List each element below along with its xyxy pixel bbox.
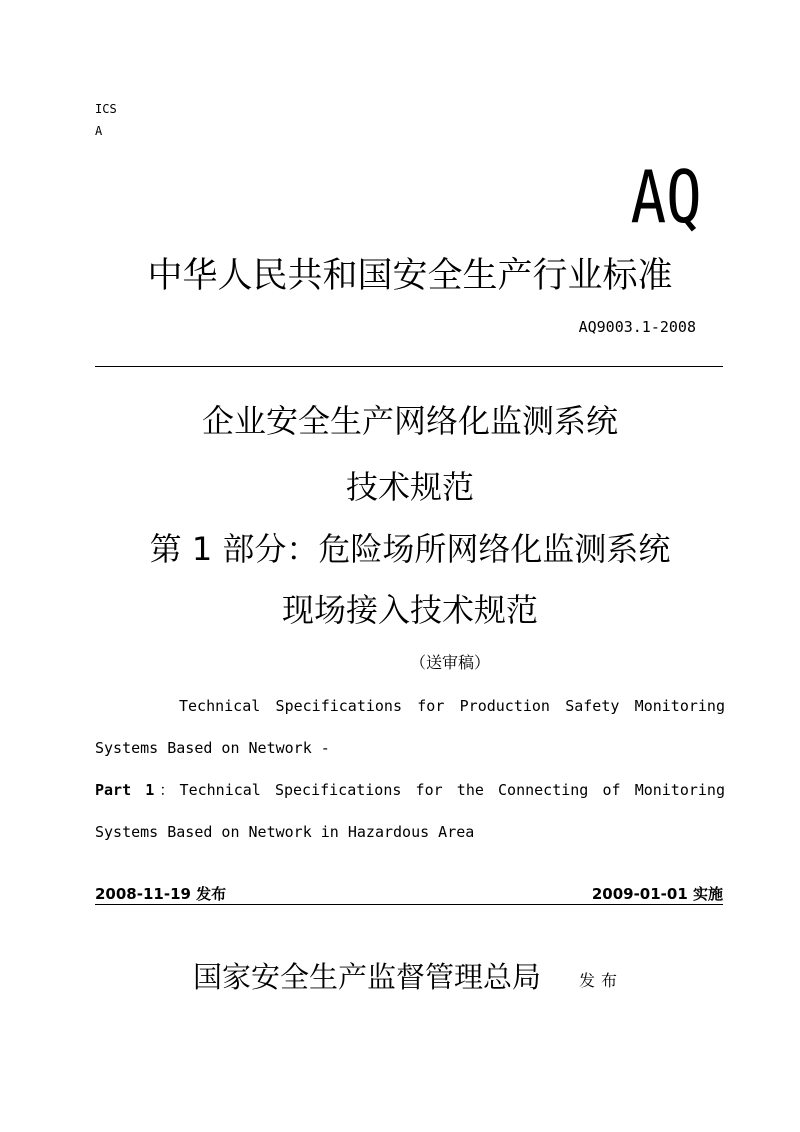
effective-date: 2009-01-01 实施 bbox=[591, 885, 723, 903]
ics-label: ICS bbox=[95, 102, 117, 116]
english-title-line-3-rest: ：Technical Specifications for the Connecting of Monitoring bbox=[154, 781, 725, 799]
english-title-line-4: Systems Based on Network in Hazardous Area bbox=[95, 823, 475, 841]
title-line-3: 第 1 部分：危险场所网络化监测系统 bbox=[149, 530, 671, 568]
ccs-label: A bbox=[95, 124, 103, 138]
draft-note: （送审稿） bbox=[409, 653, 490, 672]
standard-number: AQ9003.1-2008 bbox=[578, 318, 696, 336]
header-divider bbox=[95, 366, 723, 367]
standard-category: 中华人民共和国安全生产行业标准 bbox=[147, 256, 673, 296]
english-title-line-1: Technical Specifications for Production Safety Monitoring bbox=[179, 697, 725, 715]
title-line-4: 现场接入技术规范 bbox=[281, 591, 538, 629]
ics-ccs-block bbox=[95, 98, 117, 142]
issuing-authority: 国家安全生产监督管理总局 bbox=[193, 960, 542, 994]
standard-code: AQ bbox=[630, 155, 702, 239]
issue-word: 发布 bbox=[579, 971, 624, 990]
title-line-2: 技术规范 bbox=[345, 468, 474, 506]
english-title-line-3 bbox=[95, 779, 725, 801]
english-title-line-2: Systems Based on Network - bbox=[95, 739, 330, 757]
title-line-1: 企业安全生产网络化监测系统 bbox=[201, 402, 618, 440]
date-divider bbox=[95, 904, 723, 905]
issue-date: 2008-11-19 发布 bbox=[95, 885, 227, 903]
part-label: Part 1 bbox=[95, 781, 155, 799]
